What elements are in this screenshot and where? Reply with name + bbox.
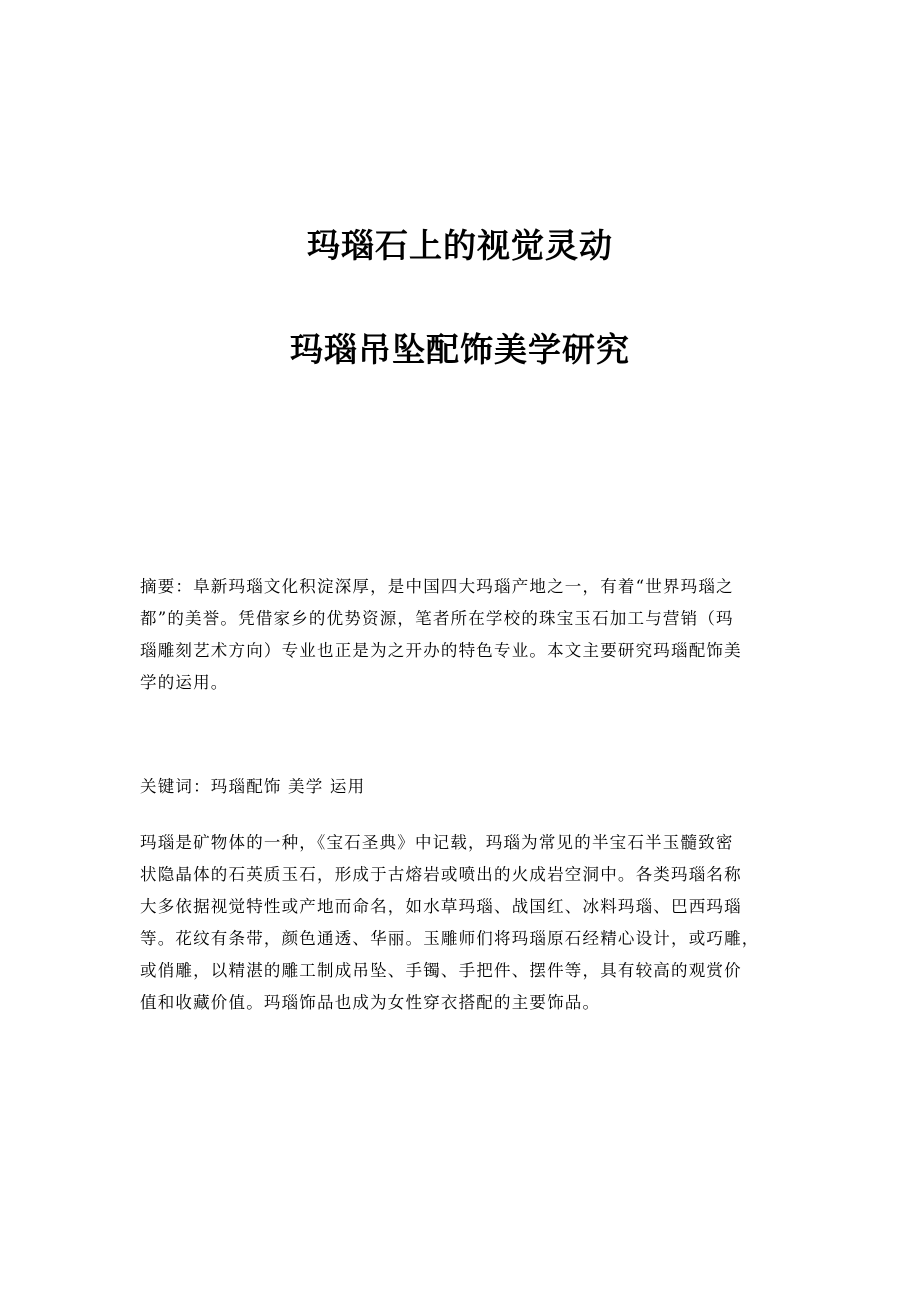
abstract-line: 摘要：阜新玛瑙文化积淀深厚，是中国四大玛瑙产地之一，有着“世界玛瑙之	[140, 577, 734, 596]
abstract-line: 都”的美誉。凭借家乡的优势资源，笔者所在学校的珠宝玉石加工与营销（玛	[140, 609, 734, 628]
paragraph-line: 值和收藏价值。玛瑙饰品也成为女性穿衣搭配的主要饰品。	[140, 993, 601, 1012]
abstract-line: 学的运用。	[140, 673, 229, 692]
document-title: 玛瑙石上的视觉灵动	[307, 226, 613, 265]
paragraph-line: 等。花纹有条带，颜色通透、华丽。玉雕师们将玛瑙原石经精心设计，或巧雕，	[140, 929, 760, 948]
abstract	[140, 571, 780, 699]
keywords-line: 关键词：玛瑙配饰 美学 运用	[140, 777, 366, 796]
paragraph-line: 状隐晶体的石英质玉石，形成于古熔岩或喷出的火成岩空洞中。各类玛瑙名称	[140, 865, 742, 884]
abstract-line: 瑙雕刻艺术方向）专业也正是为之开办的特色专业。本文主要研究玛瑙配饰美	[140, 641, 742, 660]
document-subtitle: 玛瑙吊坠配饰美学研究	[290, 330, 630, 369]
body-paragraph	[140, 827, 780, 1019]
paragraph-line: 或俏雕，以精湛的雕工制成吊坠、手镯、手把件、摆件等，具有较高的观赏价	[140, 961, 742, 980]
paragraph-line: 大多依据视觉特性或产地而命名，如水草玛瑙、战国红、冰料玛瑙、巴西玛瑙	[140, 897, 742, 916]
paragraph-line: 玛瑙是矿物体的一种，《宝石圣典》中记载，玛瑙为常见的半宝石半玉髓致密	[140, 833, 734, 852]
keywords	[140, 771, 780, 803]
